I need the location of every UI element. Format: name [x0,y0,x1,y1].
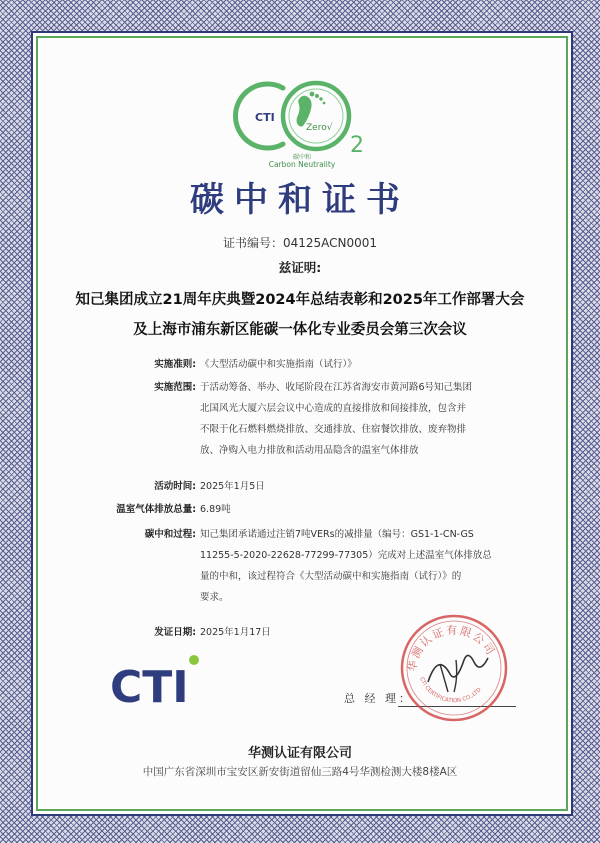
field-value-line: 北国风光大厦六层会议中心造成的直接排放和间接排放，包含并 [200,403,467,414]
field-label: 碳中和过程: [144,529,196,540]
field-value-line: 11255-5-2020-22628-77299-77305）完成对上述温室气体排放总 [200,550,492,561]
field-value: 《大型活动碳中和实施指南（试行）》 [200,359,357,370]
seal-text: 华测认证有限公司 [405,623,498,673]
cti-logo [108,652,208,712]
field-value-line: 要求。 [200,592,229,603]
company-seal [398,612,510,724]
seal-en-text: CTI CERTIFICATION CO.,LTD [418,676,483,705]
field-label: 活动时间: [154,481,196,492]
event-title-line-1: 知己集团成立21周年庆典暨2024年总结表彰和2025年工作部署大会 [75,292,525,308]
signature-label: 总 经 理： [344,692,413,705]
certificate-number: 证书编号：04125ACN0001 [222,236,378,250]
field-label: 温室气体排放总量: [116,504,196,515]
hereby-label: 兹证明: [278,260,322,275]
field-value: 2025年1月17日 [200,627,271,638]
logo-zero: Zero√ [306,123,333,133]
field-value: 2025年1月5日 [200,481,265,492]
field-label: 实施范围: [154,382,196,393]
event-title-line-2: 及上海市浦东新区能碳一体化专业委员会第三次会议 [133,322,467,338]
field-label: 实施准则: [154,359,196,370]
logo-cn-label: 碳中和 [292,154,311,161]
cti-logo-text: CTI [110,662,189,712]
field-value: 6.89吨 [200,504,231,515]
company-address: 中国广东省深圳市宝安区新安街道留仙三路4号华测检测大楼8楼A区 [142,766,458,778]
logo-cti-small: CTI [255,111,275,124]
field-value-line: 量的中和，该过程符合《大型活动碳中和实施指南（试行）》的 [200,571,462,582]
field-label: 发证日期: [154,627,196,638]
certificate-title: 碳中和证书 [190,180,410,220]
issuing-company: 华测认证有限公司 [247,746,352,761]
logo-subscript: 2 [350,133,364,158]
carbon-neutrality-logo [228,66,373,166]
logo-en-label: Carbon Neutrality [268,160,336,169]
field-value-line: 放、净购入电力排放和活动用品隐含的温室气体排放 [200,445,419,456]
field-value-line: 知己集团承诺通过注销7吨VERs的减排量（编号：GS1-1-CN-GS [200,529,474,540]
field-value-line: 不限于化石燃料燃烧排放、交通排放、住宿餐饮排放、废弃物排 [200,424,467,435]
field-value-line: 于活动筹备、举办、收尾阶段在江苏省海安市黄河路6号知己集团 [200,382,473,393]
